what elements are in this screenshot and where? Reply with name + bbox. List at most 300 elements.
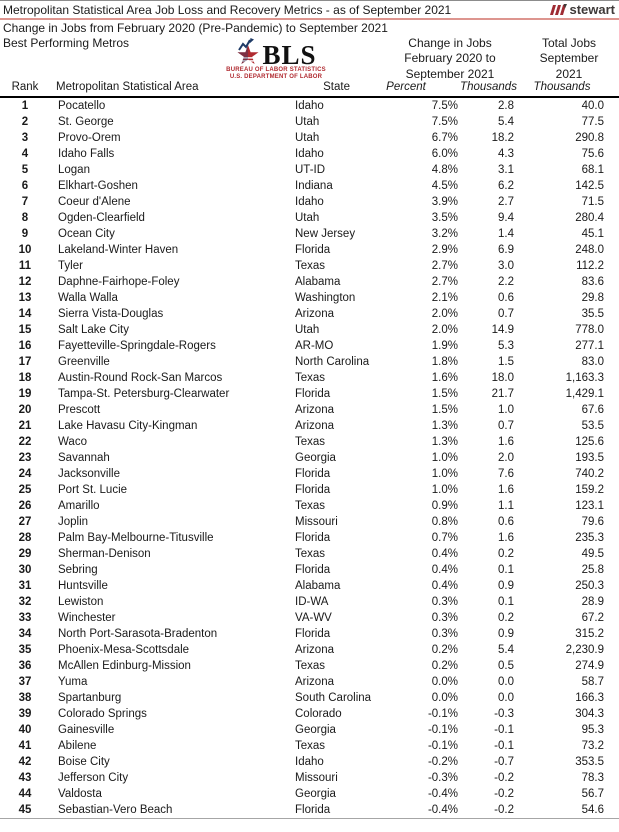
percent-change-cell: 1.5% [431,388,458,400]
percent-change-cell: 1.9% [431,340,458,352]
total-jobs-cell: 290.8 [575,132,604,144]
percent-change-cell: 1.0% [431,468,458,480]
percent-change-cell: 1.8% [431,356,458,368]
rank-cell: 4 [21,148,29,160]
percent-change-cell: -0.4% [427,788,458,800]
state-cell: ID-WA [295,596,329,608]
thousands-change-cell: 2.2 [498,276,514,288]
column-header-percent: Percent [386,81,426,93]
table-row [0,706,607,722]
state-cell: Alabama [295,580,341,592]
title-bar [0,1,619,20]
percent-change-cell: 0.0% [431,692,458,704]
rank-cell: 30 [18,564,32,576]
total-jobs-cell: 112.2 [576,260,604,272]
rank-cell: 17 [18,356,32,368]
state-cell: Alabama [295,276,341,288]
state-cell: Colorado [295,708,342,720]
rank-cell: 33 [18,612,32,624]
rank-cell: 43 [18,772,32,784]
table-row [0,146,607,162]
metro-cell: Jefferson City [58,772,129,784]
state-cell: Texas [295,372,326,384]
total-jobs-cell: 77.5 [581,116,604,128]
thousands-change-cell: 0.9 [498,580,514,592]
rank-cell: 27 [18,516,32,528]
table-row [0,802,607,818]
metro-cell: North Port-Sarasota-Bradenton [58,628,218,640]
thousands-change-cell: 5.3 [498,340,514,352]
state-cell: Arizona [295,308,334,320]
table-row [0,770,607,786]
thousands-change-cell: -0.2 [494,772,514,784]
total-jobs-cell: 353.5 [575,756,604,768]
thousands-change-cell: 6.2 [498,180,514,192]
percent-change-cell: -0.4% [427,804,458,816]
metro-cell: Sebastian-Vero Beach [58,804,173,816]
table-row [0,274,607,290]
percent-change-cell: 2.7% [431,276,458,288]
table-row [0,434,607,450]
total-jobs-cell: 277.1 [575,340,604,352]
percent-change-cell: 0.9% [431,500,458,512]
state-cell: Florida [295,564,331,576]
state-cell: New Jersey [295,228,356,240]
table-row [0,306,607,322]
thousands-change-cell: 3.1 [498,164,514,176]
column-header-thousands-change: Thousands [460,81,517,93]
total-jobs-cell: 71.5 [581,196,604,208]
percent-change-cell: 1.3% [431,420,458,432]
rank-cell: 25 [18,484,32,496]
total-jobs-cell: 73.2 [581,740,604,752]
table-row [0,402,607,418]
rank-cell: 8 [21,212,29,224]
column-header-rank: Rank [11,81,39,93]
thousands-change-cell: 9.4 [498,212,514,224]
thousands-change-cell: 3.0 [498,260,514,272]
table-row [0,498,607,514]
thousands-change-cell: 0.7 [498,420,514,432]
percent-change-cell: 1.3% [431,436,458,448]
thousands-change-cell: 0.2 [498,548,514,560]
metro-cell: Lakeland-Winter Haven [58,244,179,256]
group-change-line3: September 2021 [405,66,495,81]
metro-cell: Ogden-Clearfield [58,212,145,224]
thousands-change-cell: -0.2 [494,788,514,800]
percent-change-cell: 0.3% [431,596,458,608]
state-cell: Florida [295,244,331,256]
percent-change-cell: 0.0% [431,676,458,688]
rank-cell: 14 [18,308,32,320]
rank-cell: 37 [18,676,32,688]
metro-cell: Prescott [58,404,101,416]
table-row [0,114,607,130]
metro-cell: Logan [58,164,90,176]
thousands-change-cell: -0.7 [494,756,514,768]
total-jobs-cell: 58.7 [581,676,604,688]
percent-change-cell: 0.8% [431,516,458,528]
bls-logo [228,38,324,80]
thousands-change-cell: 1.6 [498,484,514,496]
rank-cell: 32 [18,596,32,608]
metro-cell: Yuma [58,676,88,688]
total-jobs-cell: 35.5 [581,308,604,320]
rank-cell: 29 [18,548,32,560]
percent-change-cell: 2.0% [431,324,458,336]
thousands-change-cell: 0.0 [498,692,514,704]
table-row [0,162,607,178]
state-cell: Idaho [295,756,324,768]
thousands-change-cell: 2.0 [498,452,514,464]
table-body [0,98,607,818]
state-cell: Indiana [295,180,333,192]
table-row [0,690,607,706]
column-header-metro: Metropolitan Statistical Area [56,81,199,93]
metro-cell: Abilene [58,740,97,752]
percent-change-cell: 6.7% [431,132,458,144]
thousands-change-cell: 2.8 [498,100,514,112]
rank-cell: 13 [18,292,32,304]
thousands-change-cell: -0.1 [494,724,514,736]
rank-cell: 35 [18,644,32,656]
rank-cell: 39 [18,708,32,720]
metro-cell: Savannah [58,452,110,464]
total-jobs-cell: 45.1 [581,228,604,240]
thousands-change-cell: 18.0 [491,372,514,384]
total-jobs-cell: 95.3 [581,724,604,736]
thousands-change-cell: 1.4 [498,228,514,240]
total-jobs-cell: 40.0 [581,100,604,112]
percent-change-cell: 0.3% [431,612,458,624]
percent-change-cell: 0.4% [431,564,458,576]
page-title: Metropolitan Statistical Area Job Loss and Recovery Metrics - as of September 2021 [3,3,452,17]
metro-cell: Daphne-Fairhope-Foley [58,276,180,288]
total-jobs-cell: 166.3 [575,692,604,704]
metro-cell: Tampa-St. Petersburg-Clearwater [58,388,230,400]
subtitle-best-performing: Best Performing Metros [3,36,130,50]
group-change-line2: February 2020 to [404,51,496,66]
state-cell: Idaho [295,100,324,112]
state-cell: Idaho [295,196,324,208]
percent-change-cell: -0.3% [427,772,458,784]
state-cell: Texas [295,260,326,272]
rank-cell: 41 [18,740,32,752]
state-cell: UT-ID [295,164,326,176]
table-row [0,674,607,690]
group-header-total-jobs [524,36,614,82]
rank-cell: 22 [18,436,32,448]
table-row [0,194,607,210]
total-jobs-cell: 53.5 [581,420,604,432]
rank-cell: 26 [18,500,32,512]
state-cell: Florida [295,628,331,640]
total-jobs-cell: 315.2 [575,628,604,640]
state-cell: Florida [295,484,331,496]
rank-cell: 21 [18,420,32,432]
thousands-change-cell: 5.4 [498,116,514,128]
percent-change-cell: 7.5% [431,116,458,128]
rank-cell: 44 [18,788,32,800]
metro-cell: Lewiston [58,596,104,608]
metro-cell: Boise City [58,756,110,768]
percent-change-cell: 4.8% [431,164,458,176]
total-jobs-cell: 78.3 [581,772,604,784]
metro-cell: Greenville [58,356,110,368]
rank-cell: 31 [18,580,32,592]
bls-department-line: U.S. DEPARTMENT OF LABOR [229,73,323,80]
total-jobs-cell: 159.2 [575,484,604,496]
state-cell: Florida [295,804,331,816]
table-row [0,242,607,258]
thousands-change-cell: 1.5 [498,356,514,368]
stewart-logo [550,3,615,16]
percent-change-cell: 2.7% [431,260,458,272]
state-cell: Utah [295,212,320,224]
metro-cell: Idaho Falls [58,148,115,160]
table-row [0,738,607,754]
total-jobs-cell: 193.5 [575,452,604,464]
thousands-change-cell: 6.9 [498,244,514,256]
table-row [0,130,607,146]
table-row [0,482,607,498]
percent-change-cell: 2.0% [431,308,458,320]
rank-cell: 16 [18,340,32,352]
thousands-change-cell: 5.4 [498,644,514,656]
total-jobs-cell: 248.0 [575,244,604,256]
percent-change-cell: 1.6% [431,372,458,384]
state-cell: Georgia [295,452,336,464]
state-cell: Florida [295,468,331,480]
table-row [0,530,607,546]
metro-cell: Spartanburg [58,692,122,704]
state-cell: Texas [295,436,326,448]
thousands-change-cell: 0.2 [498,612,514,624]
state-cell: Georgia [295,788,336,800]
table-row [0,290,607,306]
total-jobs-cell: 1,163.3 [565,372,604,384]
thousands-change-cell: 4.3 [498,148,514,160]
table-row [0,594,607,610]
metro-cell: Sebring [58,564,98,576]
metro-cell: Jacksonville [58,468,120,480]
metro-cell: Austin-Round Rock-San Marcos [58,372,223,384]
metro-cell: Palm Bay-Melbourne-Titusville [58,532,214,544]
thousands-change-cell: 21.7 [491,388,514,400]
metro-cell: Ocean City [58,228,115,240]
percent-change-cell: 3.5% [431,212,458,224]
metro-cell: Coeur d'Alene [58,196,131,208]
table-row [0,258,607,274]
rank-cell: 18 [18,372,32,384]
thousands-change-cell: 0.6 [498,292,514,304]
total-jobs-cell: 280.4 [575,212,604,224]
total-jobs-cell: 67.2 [581,612,604,624]
state-cell: North Carolina [295,356,370,368]
state-cell: Idaho [295,148,324,160]
percent-change-cell: 1.5% [431,404,458,416]
state-cell: Arizona [295,404,334,416]
thousands-change-cell: 0.6 [498,516,514,528]
state-cell: Florida [295,388,331,400]
rank-cell: 42 [18,756,32,768]
state-cell: Texas [295,740,326,752]
state-cell: Texas [295,500,326,512]
total-jobs-cell: 68.1 [581,164,604,176]
total-jobs-cell: 67.6 [581,404,604,416]
bls-bureau-line: BUREAU OF LABOR STATISTICS [226,67,326,73]
percent-change-cell: 1.0% [431,452,458,464]
group-total-line2: September [539,51,599,66]
rank-cell: 9 [21,228,29,240]
rank-cell: 1 [21,100,29,112]
table-header-region [0,36,619,98]
table-bottom-rule [0,818,619,819]
rank-cell: 19 [18,388,32,400]
percent-change-cell: 0.7% [431,532,458,544]
table-row [0,514,607,530]
table-row [0,386,607,402]
thousands-change-cell: -0.2 [494,804,514,816]
state-cell: South Carolina [295,692,372,704]
total-jobs-cell: 79.6 [581,516,604,528]
percent-change-cell: 0.2% [431,644,458,656]
table-row [0,578,607,594]
percent-change-cell: 0.4% [431,580,458,592]
rank-cell: 40 [18,724,32,736]
state-cell: Arizona [295,644,334,656]
percent-change-cell: 2.1% [431,292,458,304]
rank-cell: 24 [18,468,32,480]
percent-change-cell: 0.4% [431,548,458,560]
percent-change-cell: 1.0% [431,484,458,496]
metro-cell: Gainesville [58,724,115,736]
state-cell: Texas [295,548,326,560]
total-jobs-cell: 56.7 [581,788,604,800]
metro-cell: Port St. Lucie [58,484,128,496]
rank-cell: 23 [18,452,32,464]
metro-cell: Lake Havasu City-Kingman [58,420,198,432]
metro-cell: Elkhart-Goshen [58,180,138,192]
thousands-change-cell: 18.2 [491,132,514,144]
metro-cell: Provo-Orem [58,132,121,144]
total-jobs-cell: 125.6 [575,436,604,448]
percent-change-cell: 4.5% [431,180,458,192]
subtitle-change-in-jobs: Change in Jobs from February 2020 (Pre-Pandemic) to September 2021 [3,21,388,35]
total-jobs-cell: 75.6 [581,148,604,160]
rank-cell: 15 [18,324,32,336]
rank-cell: 36 [18,660,32,672]
group-change-line1: Change in Jobs [408,36,492,50]
metro-cell: Tyler [58,260,83,272]
rank-cell: 10 [18,244,32,256]
thousands-change-cell: 1.6 [498,436,514,448]
stewart-wordmark: stewart [569,2,615,17]
table-row [0,178,607,194]
thousands-change-cell: 0.0 [498,676,514,688]
percent-change-cell: 2.9% [431,244,458,256]
table-row [0,98,607,114]
thousands-change-cell: 0.1 [498,564,514,576]
rank-cell: 6 [21,180,29,192]
table-row [0,450,607,466]
percent-change-cell: 3.9% [431,196,458,208]
total-jobs-cell: 29.8 [581,292,604,304]
bls-acronym: BLS [262,40,317,70]
table-row [0,642,607,658]
rank-cell: 28 [18,532,32,544]
table-row [0,626,607,642]
bls-star-icon [235,38,261,66]
rank-cell: 7 [21,196,29,208]
state-cell: Texas [295,660,326,672]
total-jobs-cell: 28.9 [581,596,604,608]
group-total-line3: 2021 [555,66,583,81]
percent-change-cell: -0.1% [427,708,458,720]
state-cell: AR-MO [295,340,334,352]
metro-cell: Walla Walla [58,292,118,304]
rank-cell: 38 [18,692,32,704]
metro-cell: Pocatello [58,100,106,112]
total-jobs-cell: 274.9 [575,660,604,672]
thousands-change-cell: 2.7 [498,196,514,208]
rank-cell: 3 [21,132,29,144]
percent-change-cell: 0.3% [431,628,458,640]
thousands-change-cell: -0.3 [494,708,514,720]
group-total-line1: Total Jobs [541,36,597,50]
rank-cell: 34 [18,628,32,640]
thousands-change-cell: -0.1 [494,740,514,752]
thousands-change-cell: 0.1 [498,596,514,608]
state-cell: Utah [295,132,320,144]
percent-change-cell: -0.1% [427,740,458,752]
thousands-change-cell: 0.9 [498,628,514,640]
metro-cell: Phoenix-Mesa-Scottsdale [58,644,190,656]
state-cell: Arizona [295,420,334,432]
thousands-change-cell: 0.5 [498,660,514,672]
table-row [0,546,607,562]
table-row [0,722,607,738]
stewart-slashes-icon [550,4,567,16]
percent-change-cell: 6.0% [431,148,458,160]
rank-cell: 11 [18,260,32,272]
column-header-state: State [323,81,350,93]
thousands-change-cell: 7.6 [498,468,514,480]
total-jobs-cell: 142.5 [575,180,604,192]
metro-cell: St. George [58,116,114,128]
metro-cell: Winchester [58,612,116,624]
percent-change-cell: 7.5% [431,100,458,112]
total-jobs-cell: 2,230.9 [565,644,604,656]
metro-cell: Waco [58,436,87,448]
rank-cell: 20 [18,404,32,416]
rank-cell: 45 [18,804,32,816]
column-header-row [0,80,607,96]
percent-change-cell: -0.2% [427,756,458,768]
total-jobs-cell: 49.5 [581,548,604,560]
metro-cell: Huntsville [58,580,108,592]
group-header-change-in-jobs [369,36,531,82]
total-jobs-cell: 740.2 [575,468,604,480]
total-jobs-cell: 250.3 [575,580,604,592]
column-header-thousands-total: Thousands [533,81,591,93]
total-jobs-cell: 25.8 [581,564,604,576]
thousands-change-cell: 1.6 [498,532,514,544]
metro-cell: McAllen Edinburg-Mission [58,660,191,672]
table-row [0,786,607,802]
metro-cell: Joplin [58,516,89,528]
rank-cell: 5 [21,164,29,176]
